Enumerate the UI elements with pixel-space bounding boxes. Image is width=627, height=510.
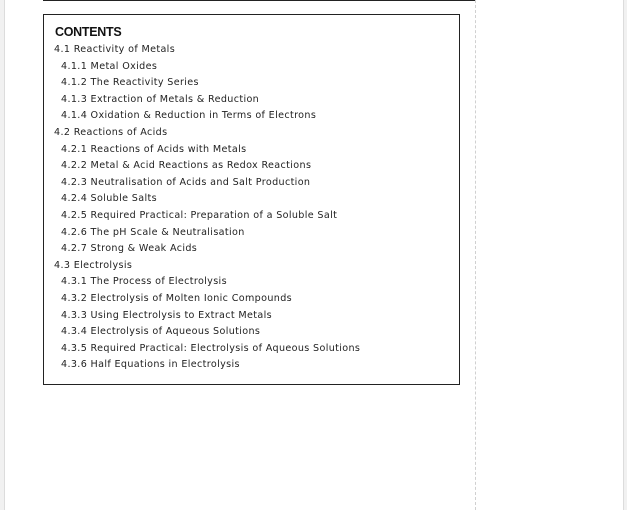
toc-item-4-2-4[interactable]: 4.2.4 Soluble Salts: [61, 193, 157, 205]
toc-item-4-3-1[interactable]: 4.3.1 The Process of Electrolysis: [61, 276, 227, 288]
contents-list: [54, 42, 360, 374]
contents-heading: CONTENTS: [55, 25, 122, 39]
toc-item-4-2-7[interactable]: 4.2.7 Strong & Weak Acids: [61, 243, 198, 255]
toc-item-4-1-3[interactable]: 4.1.3 Extraction of Metals & Reduction: [61, 93, 260, 105]
toc-item-4-3-5[interactable]: 4.3.5 Required Practical: Electrolysis of Aqueous Solutions: [61, 342, 361, 354]
toc-item-4-1-1[interactable]: 4.1.1 Metal Oxides: [61, 60, 158, 72]
document-page: [4, 0, 624, 510]
toc-item-4-3-2[interactable]: 4.3.2 Electrolysis of Molten Ionic Compounds: [61, 292, 292, 304]
toc-section-4-1[interactable]: 4.1 Reactivity of Metals: [54, 44, 176, 55]
toc-item-4-3-3[interactable]: 4.3.3 Using Electrolysis to Extract Metals: [61, 309, 272, 321]
toc-item-4-1-4[interactable]: 4.1.4 Oxidation & Reduction in Terms of Electrons: [61, 110, 317, 122]
toc-item-4-2-3[interactable]: 4.2.3 Neutralisation of Acids and Salt Production: [61, 176, 311, 188]
table-of-contents: [43, 14, 460, 385]
margin-guide: [475, 0, 476, 510]
toc-item-4-2-6[interactable]: 4.2.6 The pH Scale & Neutralisation: [61, 226, 245, 238]
toc-section-4-3[interactable]: 4.3 Electrolysis: [54, 259, 133, 271]
toc-section-4-2[interactable]: 4.2 Reactions of Acids: [54, 126, 168, 138]
toc-item-4-3-4[interactable]: 4.3.4 Electrolysis of Aqueous Solutions: [61, 326, 261, 338]
header-rule: [43, 0, 476, 1]
toc-item-4-2-2[interactable]: 4.2.2 Metal & Acid Reactions as Redox Reactions: [61, 160, 312, 172]
toc-item-4-1-2[interactable]: 4.1.2 The Reactivity Series: [61, 77, 199, 89]
toc-item-4-2-5[interactable]: 4.2.5 Required Practical: Preparation of a Soluble Salt: [61, 209, 338, 221]
toc-item-4-3-6[interactable]: 4.3.6 Half Equations in Electrolysis: [61, 359, 240, 371]
toc-item-4-2-1[interactable]: 4.2.1 Reactions of Acids with Metals: [61, 143, 247, 155]
